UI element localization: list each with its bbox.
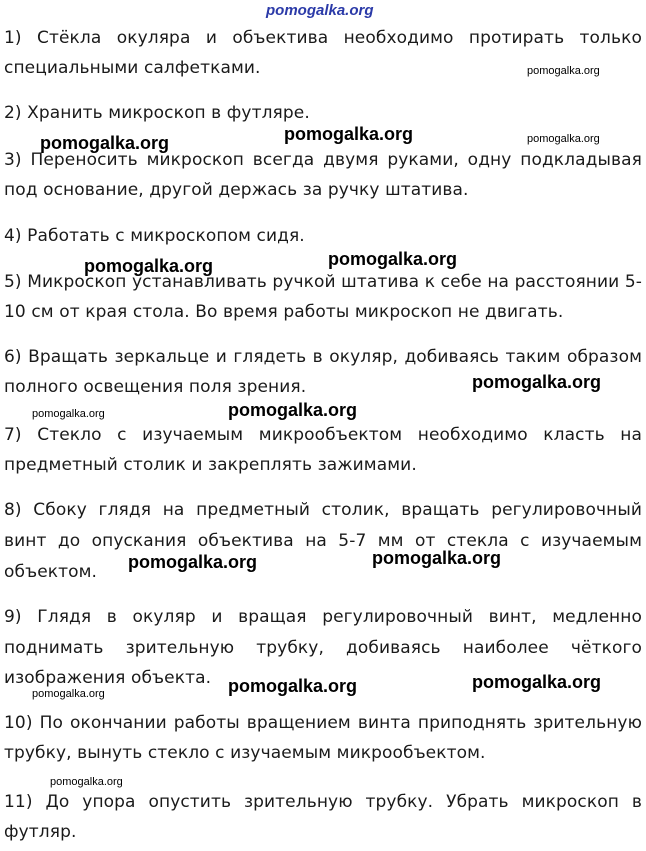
rule-9-line-2: поднимать зрительную трубку, добиваясь наиболее чёткого — [4, 638, 642, 658]
rule-5-line-2: 10 см от края стола. Во время работы микроскоп не двигать. — [4, 302, 564, 322]
watermark: pomogalka.org — [50, 776, 123, 788]
rule-3-line-1: 3) Переносить микроскоп всегда двумя руками, одну подкладывая — [4, 150, 642, 170]
watermark: pomogalka.org — [472, 672, 602, 692]
rule-9-line-1: 9) Глядя в окуляр и вращая регулировочный винт, медленно — [4, 607, 642, 627]
rule-8-line-2: винт до опускания объектива на 5-7 мм от стекла с изучаемым — [4, 531, 642, 551]
rule-1-line-1: 1) Стёкла окуляра и объектива необходимо протирать только — [4, 28, 642, 48]
watermark: pomogalka.org — [32, 408, 105, 420]
rule-7-line-2: предметный столик и закреплять зажимами. — [4, 455, 417, 475]
rule-5-line-1: 5) Микроскоп устанавливать ручкой штатива к себе на расстоянии 5- — [4, 272, 642, 292]
watermark: pomogalka.org — [228, 400, 358, 420]
watermark: pomogalka.org — [228, 676, 358, 696]
watermark: pomogalka.org — [472, 372, 602, 392]
rule-6-line-1: 6) Вращать зеркальце и глядеть в окуляр, добиваясь таким образом — [4, 347, 642, 367]
watermark: pomogalka.org — [372, 548, 502, 568]
rule-9-line-3: изображения объекта. — [4, 668, 212, 688]
rule-8-line-3: объектом. — [4, 562, 98, 582]
watermark: pomogalka.org — [128, 552, 258, 572]
rule-8-line-1: 8) Сбоку глядя на предметный столик, вращать регулировочный — [4, 500, 642, 520]
rule-6-line-2: полного освещения поля зрения. — [4, 377, 307, 397]
rule-11-line-1: 11) До упора опустить зрительную трубку. Убрать микроскоп в — [4, 792, 642, 812]
rule-10-line-2: трубку, вынуть стекло с изучаемым микрообъектом. — [4, 743, 486, 763]
rule-7-line-1: 7) Стекло с изучаемым микрообъектом необходимо класть на — [4, 425, 642, 445]
watermark: pomogalka.org — [284, 124, 414, 144]
watermark: pomogalka.org — [84, 256, 214, 276]
rule-3-line-2: под основание, другой держась за ручку штатива. — [4, 180, 469, 200]
rule-11-line-2: футляр. — [4, 822, 77, 842]
rule-2-line-1: 2) Хранить микроскоп в футляре. — [4, 103, 310, 123]
watermark: pomogalka.org — [527, 65, 600, 77]
rule-1-line-2: специальными салфетками. — [4, 58, 261, 78]
watermark-top: pomogalka.org — [266, 2, 374, 19]
watermark: pomogalka.org — [328, 249, 458, 269]
watermark: pomogalka.org — [40, 133, 170, 153]
rule-4-line-1: 4) Работать с микроскопом сидя. — [4, 226, 305, 246]
watermark: pomogalka.org — [527, 133, 600, 145]
rule-10-line-1: 10) По окончании работы вращением винта приподнять зрительную — [4, 713, 642, 733]
watermark: pomogalka.org — [32, 688, 105, 700]
